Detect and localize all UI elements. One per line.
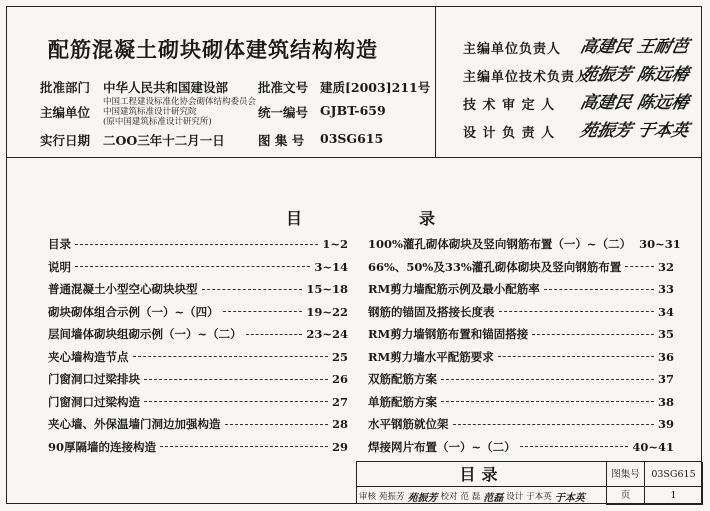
toc-entry[interactable] — [368, 233, 681, 256]
leader-dashes — [441, 401, 654, 402]
toc-entry-pages: 25 — [331, 349, 348, 364]
toc-entry-title: 目录 — [48, 237, 71, 252]
leader-dashes — [499, 311, 654, 312]
document-title: 配筋混凝土砌块砌体建筑结构构造 — [48, 37, 378, 62]
toc-entry[interactable] — [368, 278, 674, 301]
leader-dashes — [498, 356, 654, 357]
toc-entry-title: 焊接网片布置（一）~（二） — [368, 439, 516, 454]
signature-row — [357, 487, 607, 505]
atlas-no: 03SG615 — [320, 131, 384, 146]
handwritten-signature: 于本英 — [554, 492, 585, 504]
toc-entry[interactable] — [368, 391, 674, 414]
toc-entry-pages: 28 — [331, 417, 348, 432]
leader-dashes — [75, 266, 310, 267]
unified-no-label: 统一编号 — [258, 105, 309, 120]
toc-entry[interactable] — [48, 301, 348, 324]
approval-dept-label: 批准部门 — [40, 80, 91, 95]
toc-entry-title: 层间墙体砌块组砌示例（一）~（二） — [48, 327, 242, 342]
toc-entry-pages: 29 — [331, 439, 348, 454]
toc-entry-pages: 26 — [331, 372, 348, 387]
atlas-label-cell: 图集号 — [607, 462, 645, 487]
toc-entry[interactable] — [48, 413, 348, 436]
toc-entry-pages: 3~14 — [314, 259, 348, 274]
leader-dashes — [453, 424, 654, 425]
toc-entry[interactable] — [368, 368, 674, 391]
toc-entry[interactable] — [368, 436, 674, 459]
leader-dashes — [225, 424, 328, 425]
toc-entry-title: 说明 — [48, 259, 71, 274]
toc-entry-pages: 15~18 — [306, 282, 348, 297]
leader-dashes — [532, 334, 654, 335]
toc-entry[interactable] — [368, 256, 674, 279]
toc-entry-pages: 1~2 — [322, 237, 348, 252]
toc-entry-pages: 32 — [657, 259, 674, 274]
handwritten-signature: 陈远椿 — [635, 65, 691, 85]
handwritten-signature: 高建民 — [578, 93, 634, 113]
responsible-row — [463, 88, 695, 113]
toc-entry[interactable] — [368, 301, 674, 324]
toc-entry-pages: 37 — [657, 372, 674, 387]
toc-entry-title: 门窗洞口过梁排块 — [48, 372, 140, 387]
design-label: 设计 — [506, 492, 524, 502]
leader-dashes — [202, 289, 303, 290]
toc-right-column — [368, 233, 681, 458]
toc-entry-pages: 36 — [657, 349, 674, 364]
toc-entry-title: 普通混凝土小型空心砌块块型 — [48, 282, 198, 297]
toc-entry[interactable] — [368, 413, 674, 436]
leader-dashes — [75, 244, 318, 245]
responsible-row — [463, 32, 695, 57]
design-name: 于本英 — [526, 492, 552, 502]
toc-entry-pages: 34 — [657, 304, 674, 319]
toc-entry[interactable] — [48, 346, 348, 369]
toc-entry[interactable] — [48, 256, 348, 279]
toc-entry-title: 夹心墙、外保温墙门洞边加强构造 — [48, 417, 221, 432]
toc-entry-pages: 40~41 — [632, 439, 674, 454]
leader-dashes — [625, 266, 654, 267]
toc-entry-title: 砌块砌体组合示例（一）~（四） — [48, 304, 219, 319]
handwritten-signature: 苑振芳 — [407, 492, 438, 504]
page-no-cell: 1 — [645, 487, 703, 505]
toc-heading-right: 录 — [419, 209, 436, 228]
editor-unit-line-3: (原中国建筑标准设计研究所) — [103, 117, 212, 127]
approval-doc: 建质[2003]211号 — [320, 80, 431, 95]
toc-entry-pages: 19~22 — [306, 304, 348, 319]
check-name: 范 磊 — [460, 492, 481, 502]
leader-dashes — [223, 311, 303, 312]
toc-entry[interactable] — [368, 346, 674, 369]
toc-entry-title: 钢筋的锚固及搭接长度表 — [368, 304, 495, 319]
toc-entry-pages: 27 — [331, 394, 348, 409]
review-name: 苑振芳 — [379, 492, 405, 502]
editor-unit-label: 主编单位 — [40, 105, 91, 120]
toc-entry[interactable] — [48, 436, 348, 459]
leader-dashes — [144, 401, 328, 402]
leader-dashes — [246, 334, 303, 335]
toc-entry-title: 66%、50%及33%灌孔砌体砌块及竖向钢筋布置 — [368, 259, 622, 274]
toc-entry-title: 夹心墙构造节点 — [48, 349, 129, 364]
handwritten-signature: 范磊 — [483, 492, 504, 504]
header-divider — [6, 157, 702, 158]
handwritten-signature: 苑振芳 — [578, 121, 634, 141]
toc-heading-left: 目 — [286, 209, 303, 228]
toc-entry-title: 100%灌孔砌体砌块及竖向钢筋布置（一）~（二） — [368, 237, 632, 252]
toc-entry-pages: 33 — [657, 282, 674, 297]
editor-unit-line-1: 中国工程建设标准化协会砌体结构委员会 — [103, 97, 257, 107]
toc-entry[interactable] — [48, 323, 348, 346]
handwritten-signature: 苑振芳 — [578, 65, 634, 85]
atlas-no-label: 图 集 号 — [258, 133, 305, 148]
responsible-label: 设 计 负 责 人 — [463, 126, 556, 141]
atlas-no-cell: 03SG615 — [645, 462, 703, 487]
toc-entry-title: 单筋配筋方案 — [368, 394, 437, 409]
toc-entry[interactable] — [48, 278, 348, 301]
responsible-label: 主编单位技术负责人 — [463, 70, 590, 85]
leader-dashes — [544, 289, 654, 290]
toc-entry-title: 水平钢筋就位架 — [368, 417, 449, 432]
toc-entry-title: 门窗洞口过梁构造 — [48, 394, 140, 409]
leader-dashes — [160, 446, 328, 447]
toc-entry[interactable] — [48, 368, 348, 391]
toc-entry-pages: 38 — [657, 394, 674, 409]
responsible-row — [463, 60, 695, 85]
toc-entry-title: RM剪力墙配筋示例及最小配筋率 — [368, 282, 540, 297]
editor-unit-line-2: 中国建筑标准设计研究院 — [103, 107, 197, 117]
review-label: 审核 — [359, 492, 377, 502]
effective-date: 二OO三年十二月一日 — [103, 133, 225, 148]
toc-entry-title: 双筋配筋方案 — [368, 372, 437, 387]
toc-left-column — [48, 233, 348, 458]
toc-entry-title: 90厚隔墙的连接构造 — [48, 439, 157, 454]
toc-entry-pages: 30~31 — [639, 237, 681, 252]
toc-entry-pages: 35 — [657, 327, 674, 342]
toc-entry-pages: 39 — [657, 417, 674, 432]
leader-dashes — [144, 379, 328, 380]
effective-date-label: 实行日期 — [40, 133, 91, 148]
handwritten-signature: 高建民 — [578, 37, 634, 57]
leader-dashes — [520, 446, 629, 447]
page-label-cell: 页 — [607, 487, 645, 505]
title-block — [356, 461, 702, 504]
toc-entry-pages: 23~24 — [306, 327, 348, 342]
responsible-label: 主编单位负责人 — [463, 42, 562, 57]
unified-no: GJBT-659 — [320, 103, 386, 118]
header-vertical-divider — [435, 6, 436, 157]
check-label: 校对 — [440, 492, 458, 502]
leader-dashes — [133, 356, 328, 357]
approval-dept: 中华人民共和国建设部 — [103, 80, 229, 95]
approval-doc-label: 批准文号 — [258, 80, 309, 95]
handwritten-signature: 于本英 — [635, 121, 691, 141]
handwritten-signature: 陈远椿 — [635, 93, 691, 113]
toc-entry-title: RM剪力墙水平配筋要求 — [368, 349, 494, 364]
handwritten-signature: 王耐芭 — [635, 37, 691, 57]
leader-dashes — [441, 379, 654, 380]
title-block-title: 目录 — [357, 462, 607, 487]
responsible-row — [463, 116, 695, 141]
toc-entry-title: RM剪力墙钢筋布置和锚固搭接 — [368, 327, 529, 342]
toc-entry[interactable] — [48, 233, 348, 256]
toc-entry[interactable] — [368, 323, 674, 346]
responsible-label: 技 术 审 定 人 — [463, 98, 556, 113]
toc-entry[interactable] — [48, 391, 348, 414]
